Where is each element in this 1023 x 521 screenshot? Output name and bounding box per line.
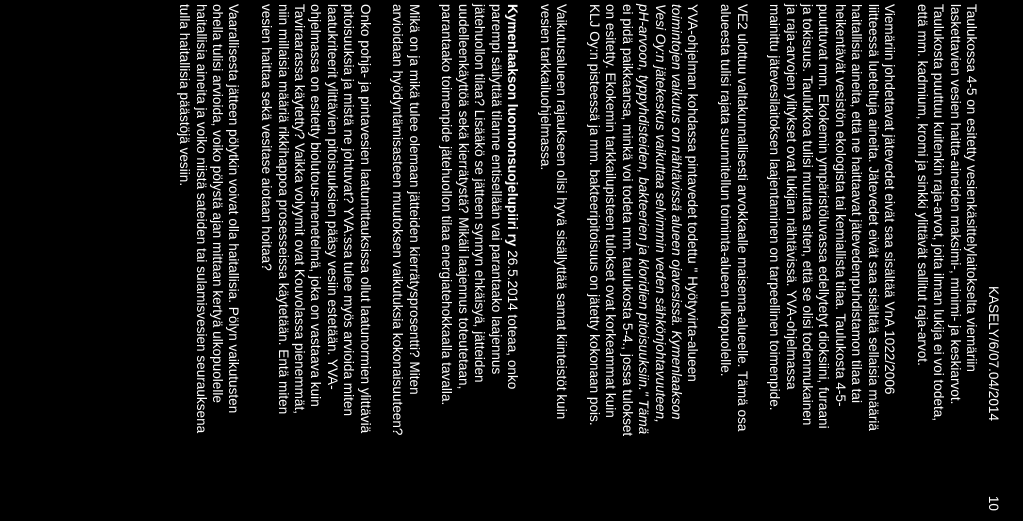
paragraph-wastewater [766, 4, 897, 515]
text-line: Kymenlaakson luonnonsuojelupiiri ry 26.5.2014 toteaa, onko [505, 4, 521, 390]
text-line: on esitetty. Ekokemin tarkkailupisteen tulokset ovat korkeammat kuin [603, 4, 619, 418]
organisation-name: Kymenlaakson luonnonsuojelupiiri ry [505, 4, 521, 247]
text-line: parantaako toimenpide jätehuollon tilaa energiatehokkaalla tavalla. [439, 4, 455, 406]
paragraph-surface-water [586, 4, 701, 515]
text-line: parempi säilyttää tilanne entisellään vai parantaako laajennus [488, 4, 504, 375]
text-line: laatukriteerit ylittävien pitoisuuksien pääsy vesiin estetään. YVA- [324, 4, 340, 390]
text-line: että mm. kadmium, kromi ja sinkki ylittävät sallitut raja-arvot. [914, 4, 930, 366]
text-line: KLJ Oy:n pisteessä ja mm. bakteeripitoisuus on jätetty kokonaan pois. [587, 4, 603, 426]
text-line: vesien tarkkailuohjelmassa. [537, 4, 553, 171]
text-line: Mikä on ja mikä tulee olemaan jätteiden kierrätysprosentti? Miten [406, 4, 422, 395]
text-line: tulla haitallisia päästöjä vesiin. [177, 4, 193, 187]
text-line: ohjelmassa on esitetty biolutous-menetelmä, joka on vastaava kuin [308, 4, 324, 407]
text-line-italic: pH-arvoon, typpyhdisteiden, bakteerien ja kloridien pitoisuuksiin." Tämä [636, 4, 652, 435]
text-line: liitteessä lueteltuja aineita. Jätevedet eivät saa sisältää sellaisia määriä [865, 4, 881, 431]
text-line: uudelleenkäyttöä sekä kierrätystä? Mikäli laajennus toteutetaan, [455, 4, 471, 390]
text-line: ei pidä paikkaansa, minkä voi todeta mm. taulukosta 5-4., jossa tulokset [619, 4, 635, 437]
text-line: arvioidaan hyödyntämisasteen muutoksen vaikutuksia kokonaisuuteen? [390, 4, 406, 436]
text-line: Taviraarassa käytetty? Vaikka volyymit ovat Kouvolassa pienemmät, [291, 4, 307, 415]
text-line: ja tokisuus. Taulukkoa tulisi muuttaa siten, että se olisi todenmukainen [800, 4, 816, 426]
text-line: jätehuollon tilaa? Lisääkö se jätteen synnyn ehkäisyä, jätteiden [472, 4, 488, 383]
text-line: Vaarallisesta jätteen pölytkin voivat olla haitallisia. Pölyn vaikutusten [226, 4, 242, 414]
paragraph-impact-area [536, 4, 569, 515]
text-line: ja raja-arvojen ylitykset ovat lukijan nähtävissä. YVA-ohjelmassa [783, 4, 799, 390]
text-line: heikentävät vesistön ekologista tai kemiallista tilaa. Taulukosta 4-5- [832, 4, 848, 407]
text-line: mainittu jätevesilaitoksen laajentaminen on tarpeellinen toimenpide. [767, 4, 783, 411]
text-line-italic: toimintojen vaikutus on nähtävissä alueen ojavesissä. Kymenlaakson [668, 4, 684, 420]
page-number: 10 [986, 495, 1001, 511]
text-line: VE2 ulottuu valtakunnallisesti arvokkaalle maisema-alueelle. Tämä osa [734, 4, 750, 432]
text-line: niin millaisia määriä rikkihappoa prosesseissa käytetään. Entä miten [275, 4, 291, 415]
paragraph-limits-table [913, 4, 979, 515]
text-line: Taulukosta puuttuu kuitenkin raja-arvot, joita ilman lukija ei voi todeta, [931, 4, 947, 422]
text-line: YVA-ohjelman kohdassa pintavedet todettu " Hyötyvirta-alueen [685, 4, 701, 382]
text-line: Vaikutusalueen rajaukseen olisi hyvä sisällyttää samat kiinteistöt kuin [554, 4, 570, 420]
paragraph-nature-association [438, 4, 520, 515]
text-line: Taulukossa 4-5 on esitetty vesienkäsittelylaitokselta viemäriin [964, 4, 979, 372]
text-line: ohella tulisi arvioida, voiko pölystä ajan mittaan kertyä ulkopuolelle [210, 4, 226, 403]
paragraph-groundwater [258, 4, 373, 515]
text-line: Viemäriin johdettavat jätevedet eivät saa sisältää VnA 1022/2006 [882, 4, 898, 395]
text-line: vesien haittaa sekä vesitase aiotaan hoitaa? [259, 4, 275, 271]
text-line: haitallisia aineita ja voiko niistä sateiden tai sulamisvesien seurauksena [193, 4, 209, 434]
paragraph-hazardous-dust [176, 4, 242, 515]
text-line: haitallisia aineita, että ne haittaavat jätevedenpuhdistamon tilaa tai [849, 4, 865, 404]
document-id: KASELY/6/07.04/2014 [986, 286, 1001, 422]
paragraph-ve2 [717, 4, 750, 515]
page-header [987, 4, 1001, 515]
text-line: puuttuvat mm. Ekokemin ympäristöluvassa edellytetyt dioksiini, furaani [816, 4, 832, 429]
text-line-italic: Vesi Oy:n jätekeskus vaikuttaa selvimmin veden sähkönjohtavuuteen, [652, 4, 668, 423]
text-line: laskettavien vesien haitta-aineiden maksimi-, minimi- ja keskiarvot. [947, 4, 963, 405]
text-line: Onko pohja- ja pintavesien laatumittauksissa ollut laatunormien ylittäviä [357, 4, 373, 434]
paragraph-recycling [389, 4, 422, 515]
text-line: pitoisuuksia ja mistä ne johtuvat? YVA:ssa tulee myös arvioida miten [341, 4, 357, 417]
text-line: alueesta tulisi rajata suunnitellun toiminta-alueen ulkopuolelle. [718, 4, 734, 377]
